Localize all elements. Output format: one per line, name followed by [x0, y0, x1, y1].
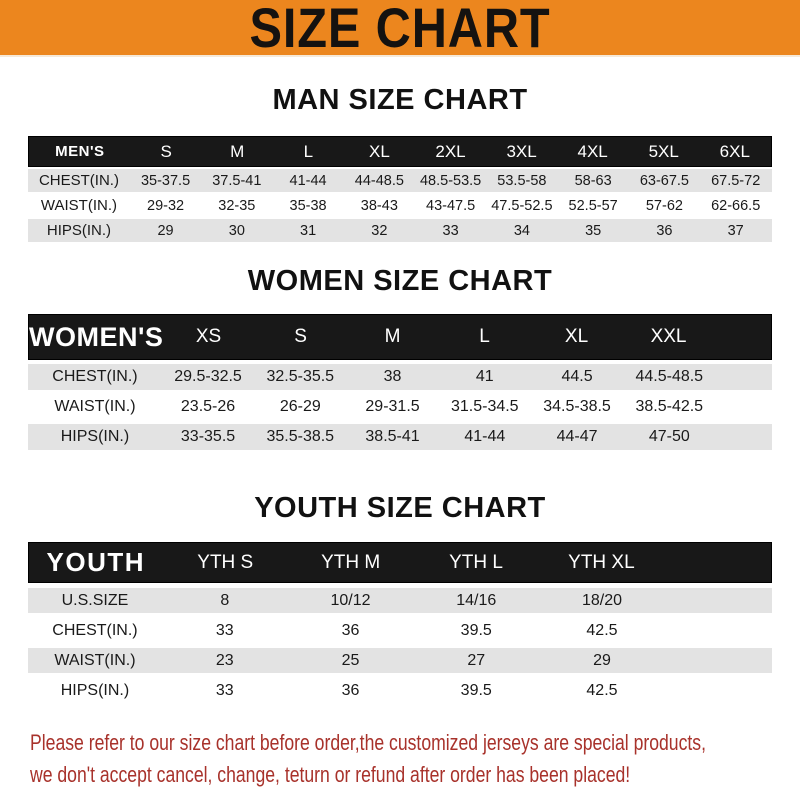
- size-col-header: 2XL: [435, 141, 466, 161]
- table-row: [28, 588, 772, 613]
- men-header-bar: [28, 136, 772, 167]
- size-cell: 29-32: [147, 197, 185, 214]
- size-cell: 27: [467, 651, 486, 669]
- size-cell: 53.5-58: [497, 172, 547, 189]
- size-cell: 37.5-41: [212, 172, 262, 189]
- row-label: CHEST(IN.): [38, 172, 119, 189]
- size-cell: 41: [475, 368, 494, 385]
- size-cell: 41-44: [464, 428, 506, 445]
- table-row: [28, 618, 772, 643]
- row-label: CHEST(IN.): [52, 368, 138, 385]
- size-cell: 47-50: [648, 428, 690, 445]
- youth-table-title: YOUTH: [46, 547, 146, 577]
- size-cell: 43-47.5: [426, 197, 476, 214]
- size-col-header: 6XL: [719, 141, 750, 161]
- size-cell: 48.5-53.5: [419, 172, 482, 189]
- size-col-header: S: [294, 326, 307, 347]
- size-cell: 32.5-35.5: [266, 368, 335, 385]
- size-cell: 26-29: [279, 398, 321, 415]
- size-col-header: YTH S: [197, 551, 254, 573]
- size-cell: 38.5-41: [365, 428, 420, 445]
- youth-section-heading: YOUTH SIZE CHART: [254, 492, 546, 524]
- table-row: [28, 219, 772, 242]
- table-row: [28, 364, 772, 390]
- size-cell: 63-67.5: [639, 172, 689, 189]
- size-cell: 38-43: [360, 197, 398, 214]
- table-row: [28, 648, 772, 673]
- size-col-header: L: [479, 326, 490, 347]
- size-col-header: YTH M: [321, 551, 381, 573]
- footer-note: [0, 727, 800, 791]
- size-cell: 29: [593, 651, 611, 669]
- size-cell: 42.5: [586, 681, 618, 699]
- size-cell: 44.5: [561, 368, 593, 385]
- size-cell: 34: [513, 222, 530, 239]
- row-label: WAIST(IN.): [54, 398, 136, 415]
- size-cell: 42.5: [586, 621, 618, 639]
- size-col-header: 4XL: [577, 141, 608, 161]
- note-line-1: Please refer to our size chart before order,the customized jerseys are special products,: [30, 730, 706, 755]
- size-cell: 35.5-38.5: [266, 428, 335, 445]
- size-cell: 32-35: [218, 197, 256, 214]
- size-cell: 35-37.5: [140, 172, 191, 189]
- men-size-table: [28, 136, 772, 242]
- size-cell: 44.5-48.5: [635, 368, 704, 385]
- table-row: [28, 169, 772, 192]
- size-cell: 23.5-26: [180, 398, 236, 415]
- size-cell: 29-31.5: [365, 398, 420, 415]
- youth-header-bar: [28, 542, 772, 583]
- size-col-header: S: [160, 141, 172, 161]
- table-row: [28, 194, 772, 217]
- page-title: SIZE CHART: [249, 0, 551, 59]
- size-col-header: YTH XL: [568, 551, 635, 573]
- size-col-header: 3XL: [506, 141, 537, 161]
- size-col-header: XXL: [650, 326, 687, 347]
- size-cell: 33-35.5: [180, 428, 236, 445]
- banner: [0, 0, 800, 57]
- size-cell: 18/20: [581, 591, 622, 609]
- size-cell: 39.5: [460, 681, 492, 699]
- row-label: HIPS(IN.): [60, 428, 130, 445]
- size-cell: 36: [341, 681, 360, 699]
- women-header-bar: [28, 314, 772, 360]
- size-cell: 14/16: [456, 591, 497, 609]
- men-table-title: MEN'S: [55, 143, 105, 160]
- row-label: WAIST(IN.): [40, 197, 118, 214]
- size-cell: 25: [341, 651, 360, 669]
- size-cell: 31: [300, 222, 317, 239]
- size-col-header: M: [384, 326, 401, 347]
- size-cell: 35-38: [289, 197, 327, 214]
- women-section-heading: WOMEN SIZE CHART: [247, 265, 553, 297]
- size-cell: 33: [215, 681, 234, 699]
- size-cell: 8: [220, 591, 230, 609]
- youth-size-table: [28, 542, 772, 703]
- note-line-2: we don't accept cancel, change, teturn or refund after order has been placed!: [30, 762, 631, 787]
- size-col-header: XS: [195, 326, 222, 347]
- size-cell: 33: [215, 621, 234, 639]
- size-cell: 44-47: [556, 428, 598, 445]
- size-cell: 30: [228, 222, 245, 239]
- size-cell: 39.5: [460, 621, 492, 639]
- size-cell: 37: [727, 222, 744, 239]
- size-cell: 10/12: [330, 591, 371, 609]
- size-cell: 38.5-42.5: [635, 398, 704, 415]
- size-col-header: XL: [564, 326, 589, 347]
- size-cell: 36: [341, 621, 360, 639]
- table-row: [28, 394, 772, 420]
- size-cell: 52.5-57: [568, 197, 618, 214]
- size-cell: 33: [442, 222, 459, 239]
- row-label: U.S.SIZE: [61, 591, 129, 609]
- size-cell: 35: [585, 222, 602, 239]
- men-section-heading: MAN SIZE CHART: [272, 84, 528, 116]
- row-label: HIPS(IN.): [46, 222, 112, 239]
- table-row: [28, 678, 772, 703]
- size-cell: 62-66.5: [711, 197, 761, 214]
- size-col-header: XL: [369, 141, 390, 161]
- size-cell: 29.5-32.5: [174, 368, 242, 385]
- row-label: CHEST(IN.): [52, 621, 138, 639]
- women-size-table: [28, 314, 772, 450]
- size-cell: 29: [157, 222, 174, 239]
- size-col-header: 5XL: [648, 141, 679, 161]
- size-col-header: L: [303, 141, 314, 161]
- size-cell: 47.5-52.5: [491, 197, 553, 214]
- size-cell: 34.5-38.5: [543, 398, 611, 415]
- size-cell: 67.5-72: [711, 172, 761, 189]
- size-cell: 44-48.5: [354, 172, 404, 189]
- table-row: [28, 424, 772, 450]
- size-cell: 58-63: [574, 172, 612, 189]
- size-col-header: M: [230, 141, 245, 161]
- row-label: HIPS(IN.): [60, 681, 130, 699]
- size-cell: 32: [371, 222, 388, 239]
- women-table-title: WOMEN'S: [29, 321, 164, 352]
- size-col-header: YTH L: [449, 551, 503, 573]
- size-cell: 38: [383, 368, 402, 385]
- row-label: WAIST(IN.): [54, 651, 136, 669]
- size-cell: 23: [215, 651, 234, 669]
- size-cell: 36: [656, 222, 673, 239]
- size-cell: 41-44: [289, 172, 327, 189]
- size-cell: 57-62: [645, 197, 683, 214]
- size-cell: 31.5-34.5: [450, 398, 519, 415]
